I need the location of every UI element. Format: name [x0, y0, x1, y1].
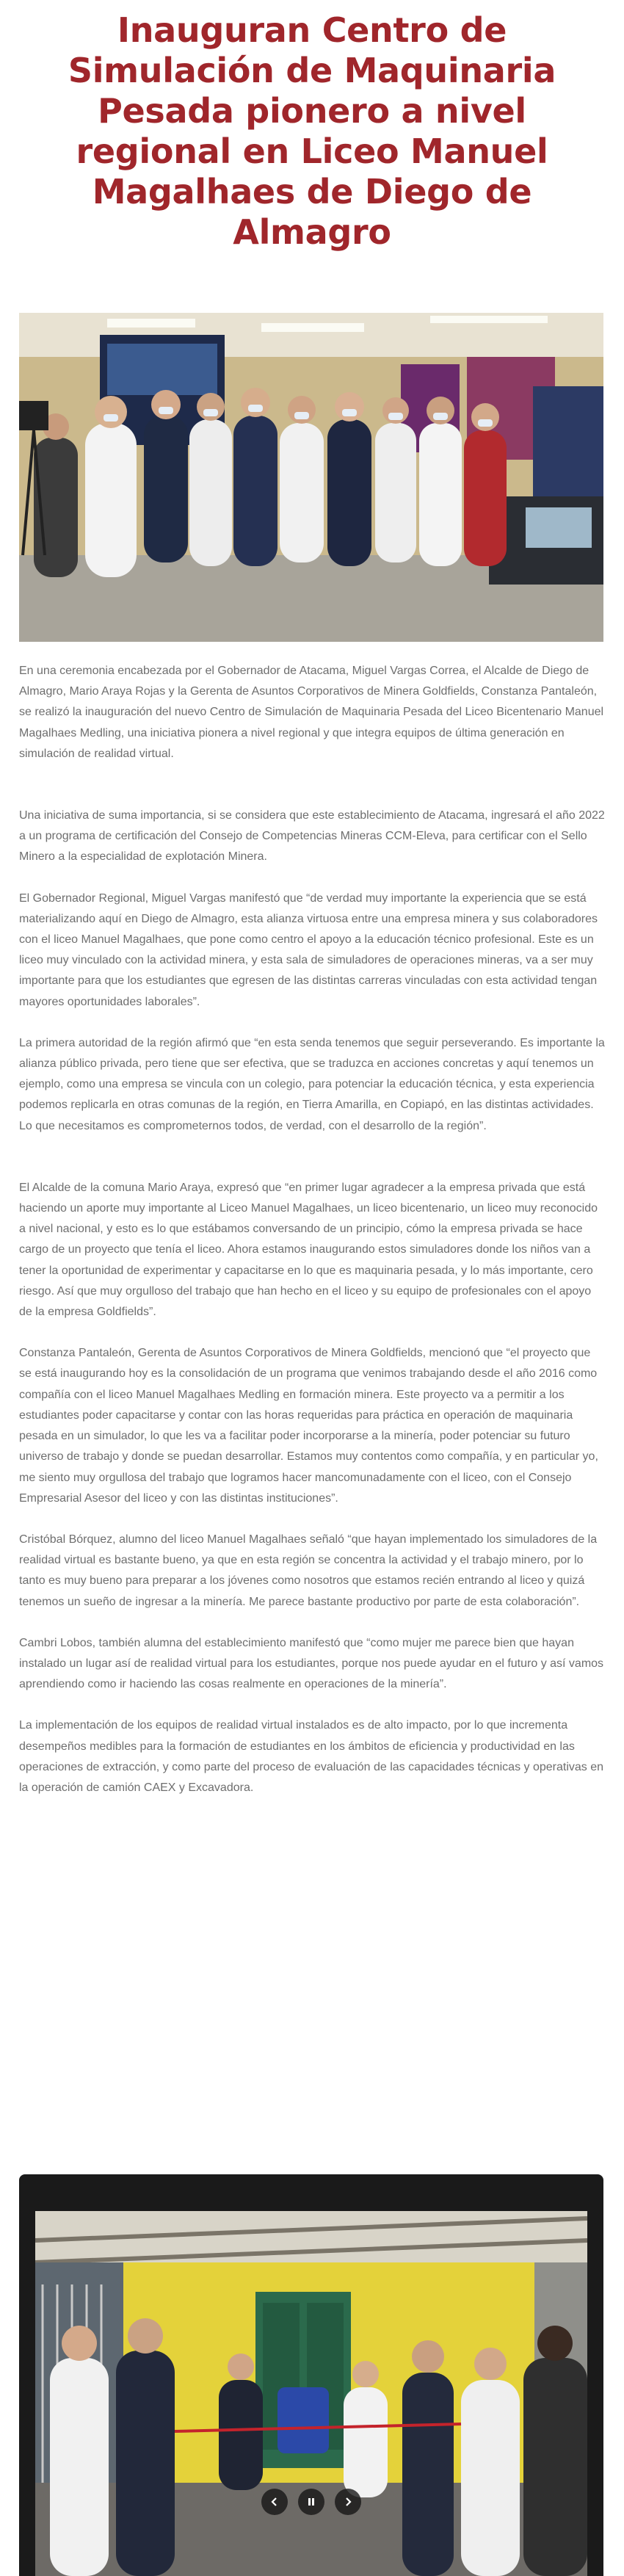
chevron-right-icon — [343, 2497, 353, 2507]
paragraph: Cambri Lobos, también alumna del establecimiento manifestó que “como mujer me parece bien que hayan instalado un lugar así de realidad virtual para los estudiantes, porque nos puede ayudar en el futuro y así vamos aprendiendo como ir haciendo las cosas realmente en operaciones de la minería”. — [19, 1636, 604, 1691]
gallery-pause-button[interactable] — [298, 2489, 324, 2515]
paragraph: La implementación de los equipos de realidad virtual instalados es de alto impacto, por lo que incrementa desempeños medibles para la formación de estudiantes en los ámbitos de eficiencia y productividad en las operaciones de extracción, y como parte del proceso de evaluación de las capacidades técnicas y operativas en la operación de camión CAEX y Excavadora. — [19, 1719, 604, 1794]
paragraph: Una iniciativa de suma importancia, si se considera que este establecimiento de Atacama, ingresará el año 2022 a un programa de certificación del Consejo de Competencias Mineras CCM-Eleva, para certificar con el Sello Minero a la especialidad de explotación Minera. — [19, 809, 605, 864]
paragraph: En una ceremonia encabezada por el Gobernador de Atacama, Miguel Vargas Correa, el Alcalde de Diego de Almagro, Mario Araya Rojas y la Gerenta de Asuntos Corporativos de Minera Goldfields, Constanza Pantaleón, se realizó la inauguración del nuevo Centro de Simulación de Maquinaria Pesada del Liceo Bicentenario Manuel Magalhaes Medling, una iniciativa pionera a nivel regional y que integra equipos de última generación en simulación de realidad virtual. — [19, 665, 604, 760]
gallery-next-button[interactable] — [335, 2489, 361, 2515]
gallery-slide — [35, 2211, 587, 2576]
gallery-controls — [19, 2489, 603, 2515]
pause-icon — [306, 2497, 316, 2507]
paragraph: El Alcalde de la comuna Mario Araya, expresó que “en primer lugar agradecer a la empresa privada que está haciendo un aporte muy importante al Liceo Manuel Magalhaes, un liceo bicentenario, un liceo muy reconocido a nivel nacional, y esto es lo que estábamos conversando de un principio, cómo la empresa privada se hace cargo de un proyecto que tenía el liceo. Ahora estamos inaugurando estos simuladores donde los niños van a tener la oportunidad de experimentar y capacitarse en lo que es maquinaria pesada, y lo más importante, cero riesgo. Así que muy orgulloso del trabajo que han hecho en el liceo y su equipo de profesionales con el apoyo de la empresa Goldfields”. — [19, 1181, 598, 1319]
chevron-left-icon — [269, 2497, 280, 2507]
paragraph: Cristóbal Bórquez, alumno del liceo Manuel Magalhaes señaló “que hayan implementado los simuladores de la realidad virtual es bastante bueno, ya que en esta región se concentra la actividad y el trabajo minero, por lo tanto es muy bueno para preparar a los jóvenes como nosotros que estamos recién entrando al liceo y quizá tenemos un sueño de ingresar a la minería. Me parece bastante productivo por parte de esta colaboración”. — [19, 1533, 598, 1608]
image-gallery — [19, 2174, 603, 2576]
paragraph: Constanza Pantaleón, Gerenta de Asuntos Corporativos de Minera Goldfields, mencionó que “el proyecto que se está inaugurando hoy es la consolidación de un programa que venimos trabajando desde el año 2016 como compañía con el liceo Manuel Magalhaes Medling en formación minera. Este proyecto va a permitir a los estudiantes poder capacitarse y contar con las horas requeridas para práctica en operación de maquinaria pesada en un simulador, lo que les va a facilitar poder incorporarse a la minería, poder potenciar su futuro universo de trabajo y donde se puedan desarrollar. Estamos muy contentos como compañía, y en particular yo, me siento muy orgullosa del trabajo que logramos hacer mancomunadamente con el liceo, con el Consejo Empresarial Asesor del liceo y con las distintas instituciones”. — [19, 1347, 598, 1505]
paragraph: La primera autoridad de la región afirmó que “en esta senda tenemos que seguir perseverando. Es importante la alianza público privada, pero tiene que ser efectiva, que se traduzca en acciones concretas y aquí tenemos un ejemplo, como una empresa se vincula con un colegio, para potenciar la educación técnica, y esta experiencia podemos replicarla en otras comunas de la región, en Tierra Amarilla, en Copiapó, en las distintas actividades. Lo que necesitamos es comprometernos todos, de verdad, con el desarrollo de la región”. — [19, 1036, 605, 1132]
hero-photo — [19, 313, 603, 642]
article-body — [19, 661, 605, 1798]
gallery-photo-illustration — [35, 2211, 587, 2576]
article-title: Inauguran Centro de Simulación de Maquinaria Pesada pionero a nivel regional en Liceo Manuel Magalhaes de Diego de Almagro — [68, 10, 556, 252]
gallery-prev-button[interactable] — [261, 2489, 288, 2515]
paragraph: El Gobernador Regional, Miguel Vargas manifestó que “de verdad muy importante la experiencia que se está materializando aquí en Diego de Almagro, esta alianza virtuosa entre una empresa minera y sus colaboradores con el liceo Manuel Magalhaes, que pone como centro el apoyo a la educación técnico profesional. Este es un liceo muy vinculado con la actividad minera, y esta sala de simuladores de operaciones mineras, va a ser muy importante para que los estudiantes que egresen de las distintas carreras vinculadas con esta actividad tengan mayores oportunidades laborales”. — [19, 891, 598, 1008]
hero-photo-illustration — [19, 313, 603, 642]
